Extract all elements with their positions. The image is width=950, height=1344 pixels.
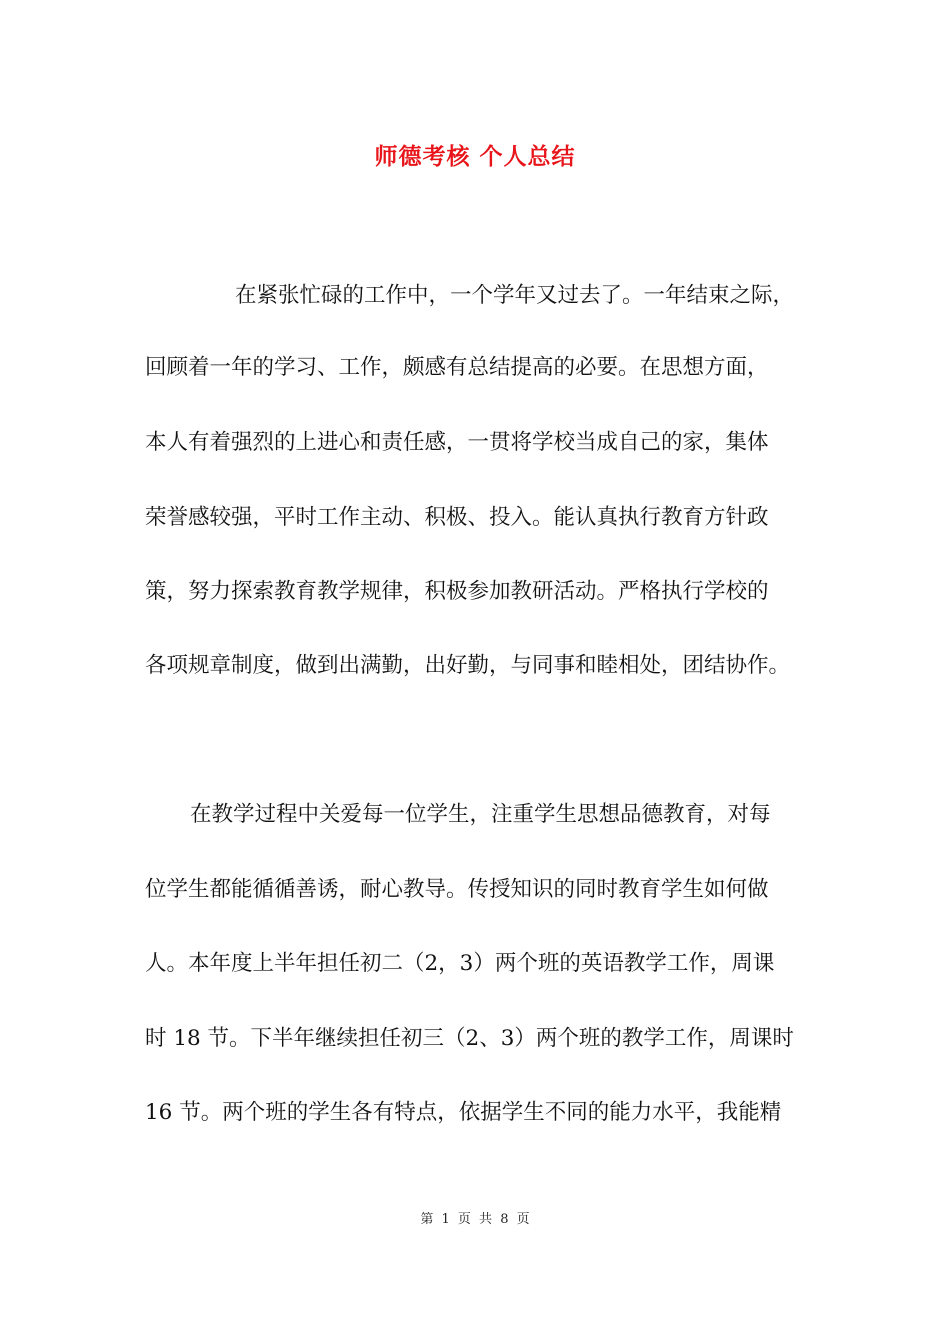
paragraph-line: 16 节。两个班的学生各有特点，依据学生不同的能力水平，我能精 bbox=[145, 1100, 782, 1125]
paragraph-line: 策，努力探索教育教学规律，积极参加教研活动。严格执行学校的 bbox=[145, 579, 769, 604]
paragraph-line: 时 18 节。下半年继续担任初三（2、3）两个班的教学工作，周课时 bbox=[145, 1026, 794, 1051]
paragraph-line: 各项规章制度，做到出满勤，出好勤，与同事和睦相处，团结协作。 bbox=[145, 653, 791, 678]
paragraph-line: 在紧张忙碌的工作中，一个学年又过去了。一年结束之际， bbox=[235, 283, 795, 308]
paragraph-line: 本人有着强烈的上进心和责任感，一贯将学校当成自己的家，集体 bbox=[145, 430, 769, 455]
paragraph-line: 在教学过程中关爱每一位学生，注重学生思想品德教育，对每 bbox=[190, 802, 771, 827]
paragraph-line: 人。本年度上半年担任初二（2，3）两个班的英语教学工作，周课 bbox=[145, 951, 775, 976]
paragraph-line: 位学生都能循循善诱，耐心教导。传授知识的同时教育学生如何做 bbox=[145, 877, 769, 902]
paragraph-line: 回顾着一年的学习、工作，颇感有总结提高的必要。在思想方面， bbox=[145, 355, 769, 380]
page-footer: 第 1 页 共 8 页 bbox=[420, 1212, 530, 1227]
paragraph-line: 荣誉感较强，平时工作主动、积极、投入。能认真执行教育方针政 bbox=[145, 505, 769, 530]
document-title: 师德考核 个人总结 bbox=[374, 144, 576, 170]
